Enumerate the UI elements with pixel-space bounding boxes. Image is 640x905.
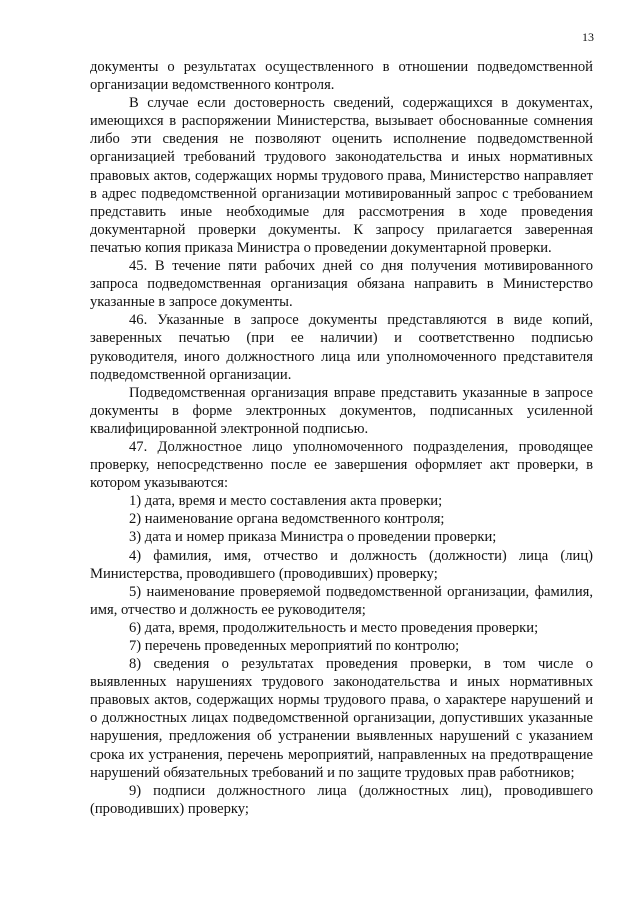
list-item: 1) дата, время и место составления акта проверки; [129,493,443,510]
list-item: 9) подписи должностного лица (должностных лиц), проводившего (проводивших) проверку; [90,782,593,817]
paragraph: 45. В течение пяти рабочих дней со дня получения мотивированного запроса подведомственная организация обязана направить в Министерство указанные в запросе документы. [90,258,593,311]
paragraph: 46. Указанные в запросе документы представляются в виде копий, заверенных печатью (при ее наличии) и соответственно подписью руководителя, иного должностного лица или уполномоченного представителя подведомственной организации. [90,312,593,383]
document-body [90,58,593,818]
list-item: 3) дата и номер приказа Министра о проведении проверки; [129,529,497,546]
list-item: 2) наименование органа ведомственного контроля; [129,511,445,528]
page-number: 13 [582,30,594,44]
paragraph: Подведомственная организация вправе представить указанные в запросе документы в форме электронных документов, подписанных усиленной квалифицированной электронной подписью. [90,384,593,437]
list-item: 8) сведения о результатах проведения проверки, в том числе о выявленных нарушениях трудового законодательства и иных нормативных правовых актов, содержащих нормы трудового права, о характере нарушений и о должностных лицах подведомственной организации, допустивших указанные нарушения, предложения об устранении выявленных нарушений с указанием срока их устранения, перечень мероприятий, направленных на предотвращение нарушений обязательных требований и по защите трудовых прав работников; [90,656,593,781]
paragraph: В случае если достоверность сведений, содержащихся в документах, имеющихся в распоряжении Министерства, вызывает обоснованные сомнения либо эти сведения не позволяют оценить исполнение подведомственной организацией требований трудового законодательства и иных нормативных правовых актов, содержащих нормы трудового права, Министерство направляет в адрес подведомственной организации мотивированный запрос с требованием представить иные необходимые для рассмотрения в ходе проведения документарной проверки документы. К запросу прилагается заверенная печатью копия приказа Министра о проведении документарной проверки. [90,95,593,256]
list-item: 7) перечень проведенных мероприятий по контролю; [129,638,460,654]
paragraph: документы о результатах осуществленного в отношении подведомственной организации ведомственного контроля. [90,59,593,94]
paragraph: 47. Должностное лицо уполномоченного подразделения, проводящее проверку, непосредственно после ее завершения оформляет акт проверки, в котором указываются: [90,438,593,492]
list-item: 4) фамилия, имя, отчество и должность (должности) лица (лиц) Министерства, проводившего (проводивших) проверку; [90,547,593,582]
list-item: 6) дата, время, продолжительность и место проведения проверки; [129,619,539,636]
list-item: 5) наименование проверяемой подведомственной организации, фамилия, имя, отчество и должность ее руководителя; [90,583,593,618]
